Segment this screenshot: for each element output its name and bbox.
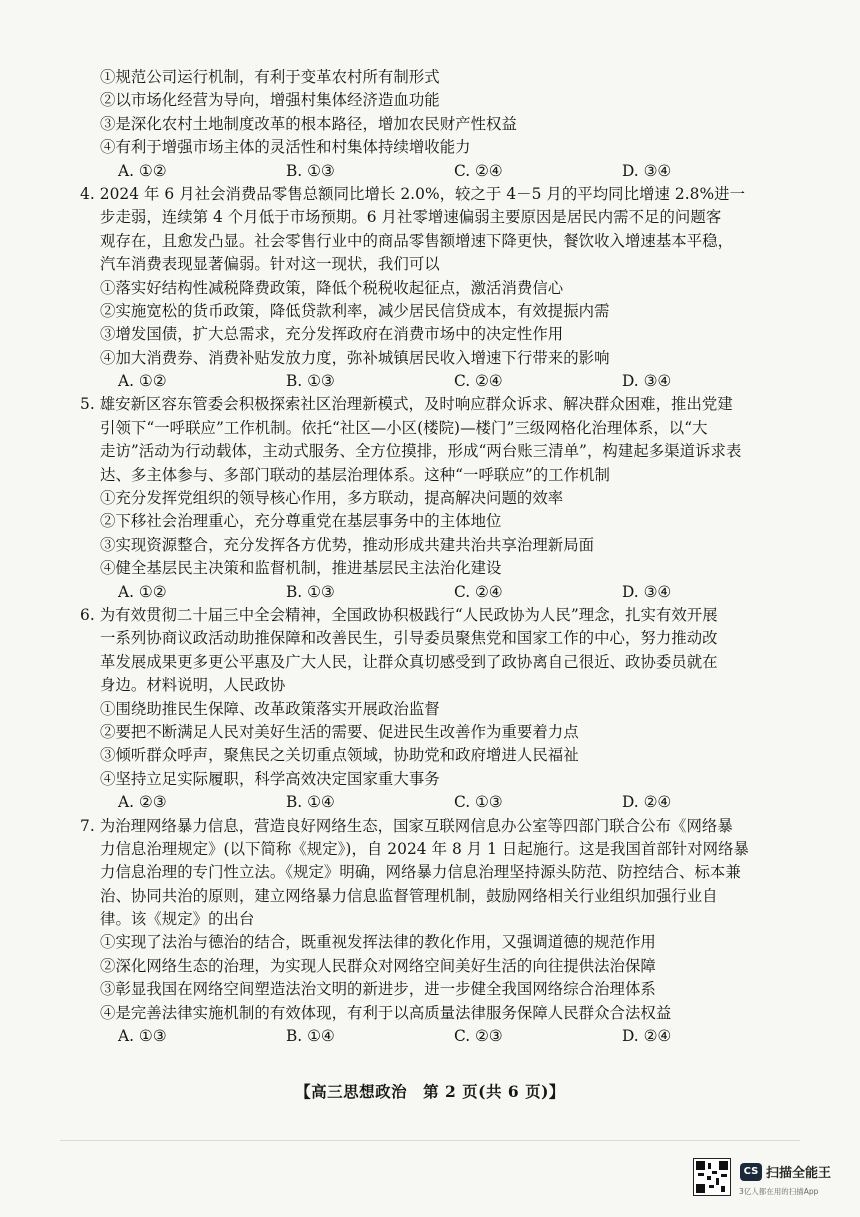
q7-stem-line: 治、协同共治的原则，建立网络暴力信息监督管理机制，鼓励网络相关行业组织加强行业自 [100, 886, 718, 905]
q3-answer-options [118, 160, 812, 183]
q4-stem-line: 汽车消费表现显著偏弱。针对这一现状，我们可以 [100, 255, 440, 274]
q6-statement-4: ④坚持立足实际履职，科学高效决定国家重大事务 [100, 769, 440, 788]
q4-option-c: C. ②④ [454, 372, 503, 391]
page-content [80, 66, 812, 1048]
q6-statement-2: ②要把不断满足人民对美好生活的需要、促进民生改善作为重要着力点 [100, 722, 579, 741]
q3-statement-2: ②以市场化经营为导向，增强村集体经济造血功能 [100, 91, 440, 110]
q5-option-c: C. ②④ [454, 582, 503, 601]
q4-statement-3: ③增发国债，扩大总需求，充分发挥政府在消费市场中的决定性作用 [100, 325, 564, 344]
q5-statement-2: ②下移社会治理重心，充分尊重党在基层事务中的主体地位 [100, 512, 502, 531]
q6-option-d: D. ②④ [622, 793, 672, 812]
q6-statement-1: ①围绕助推民生保障、改革政策落实开展政治监督 [100, 699, 440, 718]
q5-option-b: B. ①③ [286, 582, 335, 601]
q6-answer-options [118, 791, 812, 814]
q6-stem-line: 身边。材料说明，人民政协 [100, 676, 286, 695]
q3-option-c: C. ②④ [454, 161, 503, 180]
question-6 [80, 604, 812, 815]
page-divider [60, 1140, 800, 1141]
q7-statement-4: ④是完善法律实施机制的有效体现，有利于以高质量法律服务保障人民群众合法权益 [100, 1003, 672, 1022]
q7-stem-line: 律。该《规定》的出台 [100, 910, 255, 929]
q6-option-b: B. ①④ [286, 793, 335, 812]
q7-option-b: B. ①④ [286, 1027, 335, 1046]
q3-statement-3: ③是深化农村土地制度改革的根本路径，增加农民财产性权益 [100, 114, 517, 133]
q5-stem-line: 走访”活动为行动载体，主动式服务、全方位摸排，形成“两台账三清单”，构建起多渠道诉求表 [100, 442, 742, 461]
q4-option-a: A. ①② [118, 372, 167, 391]
camscanner-logo-icon: CS [740, 1163, 762, 1181]
q5-statement-4: ④健全基层民主决策和监督机制，推进基层民主法治化建设 [100, 559, 502, 578]
q7-stem-line: 力信息治理规定》(以下简称《规定》)，自 2024 年 8 月 1 日起施行。这是我国首部针对网络暴 [100, 839, 749, 858]
watermark-tagline: 3亿人都在用的扫描App [739, 1187, 819, 1196]
q6-option-a: A. ②③ [118, 793, 167, 812]
q6-option-c: C. ①③ [454, 793, 503, 812]
q4-option-d: D. ③④ [622, 372, 672, 391]
q7-statement-2: ②深化网络生态的治理，为实现人民群众对网络空间美好生活的向往提供法治保障 [100, 956, 656, 975]
q5-statement-3: ③实现资源整合，充分发挥各方优势，推动形成共建共治共享治理新局面 [100, 535, 595, 554]
q6-statement-3: ③倾听群众呼声，聚焦民之关切重点领域，协助党和政府增进人民福祉 [100, 746, 579, 765]
q7-answer-options [118, 1025, 812, 1048]
q4-stem-line: 4. 2024 年 6 月社会消费品零售总额同比增长 2.0%，较之于 4－5 月的平均同比增速 2.8%进一 [80, 184, 746, 203]
q7-option-c: C. ②③ [454, 1027, 503, 1046]
q5-option-d: D. ③④ [622, 582, 672, 601]
q4-statement-1: ①落实好结构性减税降费政策，降低个税税收起征点，激活消费信心 [100, 278, 564, 297]
q7-statement-3: ③彰显我国在网络空间塑造法治文明的新进步，进一步健全我国网络综合治理体系 [100, 980, 656, 999]
watermark-brand: 扫描全能王 [766, 1166, 832, 1181]
q4-option-b: B. ①③ [286, 372, 335, 391]
question-4 [80, 183, 812, 394]
q3-option-d: D. ③④ [622, 161, 672, 180]
q7-stem-line: 7. 为治理网络暴力信息，营造良好网络生态，国家互联网信息办公室等四部门联合公布《网络暴 [80, 816, 733, 835]
q4-stem-line: 步走弱，连续第 4 个月低于市场预期。6 月社零增速偏弱主要原因是居民内需不足的问题客 [100, 208, 722, 227]
q3-option-a: A. ①② [118, 161, 167, 180]
qr-code-icon [693, 1158, 731, 1196]
q7-statement-1: ①实现了法治与德治的结合，既重视发挥法律的教化作用，又强调道德的规范作用 [100, 933, 656, 952]
q4-statement-2: ②实施宽松的货币政策，降低贷款利率，减少居民信贷成本，有效提振内需 [100, 301, 610, 320]
q5-stem-line: 5. 雄安新区容东管委会积极探索社区治理新模式，及时响应群众诉求、解决群众困难，推出党建 [80, 395, 733, 414]
q7-stem-line: 力信息治理的专门性立法。《规定》明确，网络暴力信息治理坚持源头防范、防控结合、标本兼 [100, 863, 741, 882]
q7-option-a: A. ①③ [118, 1027, 167, 1046]
q4-stem-line: 观存在，且愈发凸显。社会零售行业中的商品零售额增速下降更快，餐饮收入增速基本平稳， [100, 231, 734, 250]
q7-option-d: D. ②④ [622, 1027, 672, 1046]
q5-answer-options [118, 581, 812, 604]
q5-statement-1: ①充分发挥党组织的领导核心作用，多方联动，提高解决问题的效率 [100, 489, 564, 508]
q6-stem-line: 一系列协商议政活动助推保障和改善民生，引导委员聚焦党和国家工作的中心，努力推动改 [100, 629, 718, 648]
q4-answer-options [118, 370, 812, 393]
q6-stem-line: 6. 为有效贯彻二十届三中全会精神，全国政协积极践行“人民政协为人民”理念，扎实有效开展 [80, 605, 718, 624]
question-5 [80, 393, 812, 604]
q5-stem-line: 达、多主体参与、多部门联动的基层治理体系。这种“一呼联应”的工作机制 [100, 465, 610, 484]
q6-stem-line: 革发展成果更多更公平惠及广大人民，让群众真切感受到了政协离自己很近、政协委员就在 [100, 652, 718, 671]
q5-option-a: A. ①② [118, 582, 167, 601]
question-3-statements [100, 66, 812, 183]
q3-statement-1: ①规范公司运行机制，有利于变革农村所有制形式 [100, 68, 440, 86]
q5-stem-line: 引领下“一呼联应”工作机制。依托“社区—小区(楼院)—楼门”三级网格化治理体系，以“大 [100, 418, 708, 437]
q3-statement-4: ④有利于增强市场主体的灵活性和村集体持续增收能力 [100, 138, 471, 157]
page-footer: 【高三思想政治 第 2 页(共 6 页)】 [295, 1082, 565, 1101]
q4-statement-4: ④加大消费券、消费补贴发放力度，弥补城镇居民收入增速下行带来的影响 [100, 348, 610, 367]
q3-option-b: B. ①③ [286, 161, 335, 180]
question-7 [80, 815, 812, 1049]
